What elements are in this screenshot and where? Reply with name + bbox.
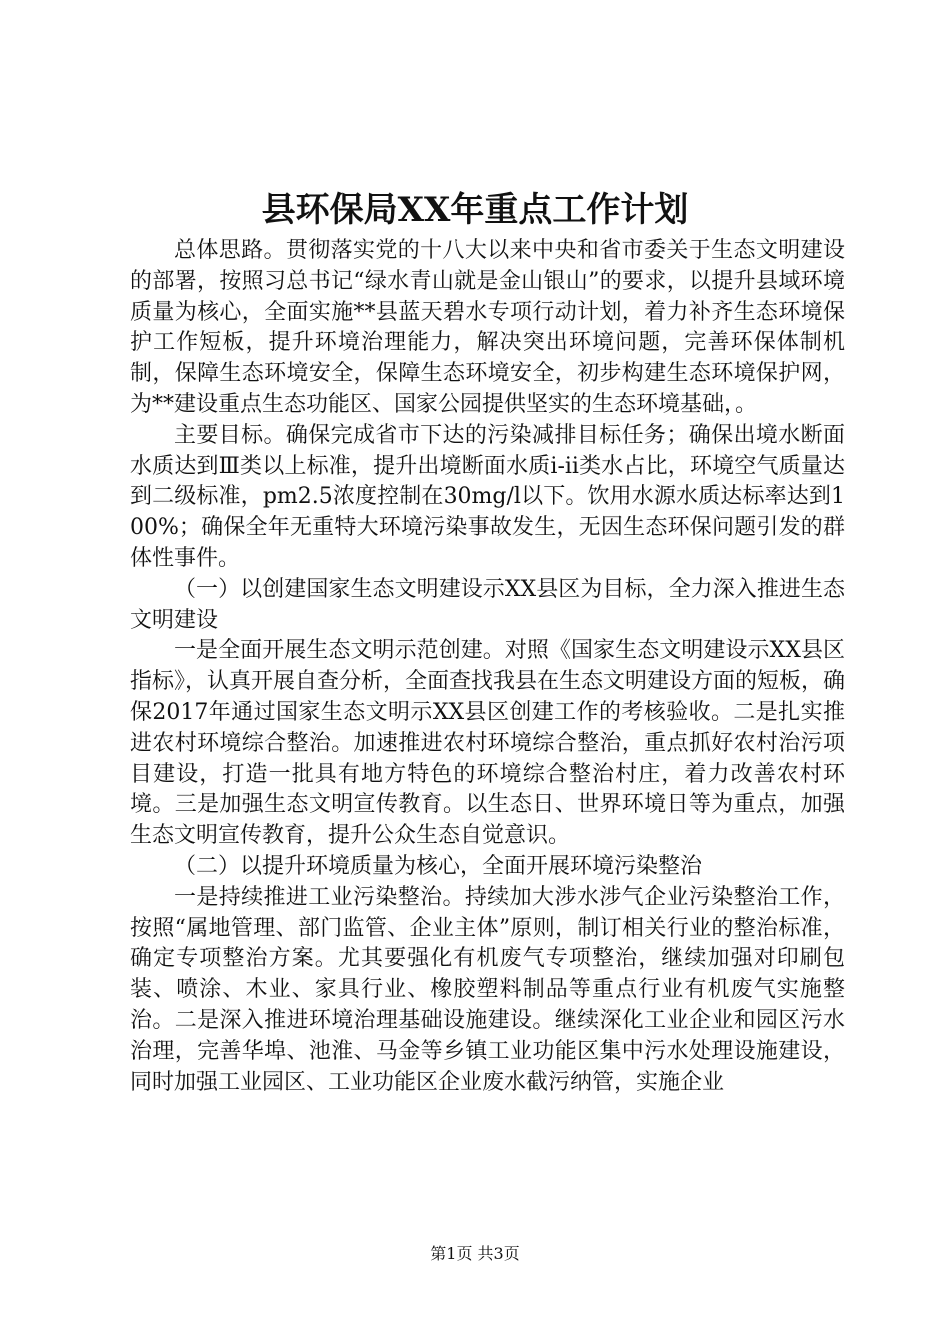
page-footer: 第1页 共3页 <box>430 1244 520 1263</box>
document-body <box>130 236 845 1098</box>
section-heading-2: （二）以提升环境质量为核心，全面开展环境污染整治 <box>174 853 703 879</box>
paragraph-overall-approach: 总体思路。贯彻落实党的十八大以来中央和省市委关于生态文明建设的部署，按照习总书记“绿水青山就是金山银山”的要求，以提升县域环境质量为核心，全面实施**县蓝天碧水专项行动计划，着力补齐生态环境保护工作短板，提升环境治理能力，解决突出环境问题，完善环保体制机制，保障生态环境安全，保障生态环境安全，初步构建生态环境保护网，为**建设重点生态功能区、国家公园提供坚实的生态环境基础，。 <box>130 238 845 417</box>
paragraph-main-goals: 主要目标。确保完成省市下达的污染减排目标任务；确保出境水断面水质达到Ⅲ类以上标准，提升出境断面水质i-ii类水占比，环境空气质量达到二级标准，pm2.5浓度控制在30mg/l以下。饮用水源水质达标率达到100%；确保全年无重特大环境污染事故发生，无因生态环保问题引发的群体性事件。 <box>130 422 845 571</box>
document-title: 县环保局XX年重点工作计划 <box>261 190 689 230</box>
paragraph-section-2: 一是持续推进工业污染整治。持续加大涉水涉气企业污染整治工作，按照“属地管理、部门监管、企业主体”原则，制订相关行业的整治标准，确定专项整治方案。尤其要强化有机废气专项整治，继续加强对印刷包装、喷涂、木业、家具行业、橡胶塑料制品等重点行业有机废气实施整治。二是深入推进环境治理基础设施建设。继续深化工业企业和园区污水治理，完善华埠、池淮、马金等乡镇工业功能区集中污水处理设施建设，同时加强工业园区、工业功能区企业废水截污纳管，实施企业 <box>130 884 845 1095</box>
paragraph-section-1: 一是全面开展生态文明示范创建。对照《国家生态文明建设示XX县区指标》，认真开展自查分析，全面查找我县在生态文明建设方面的短板，确保2017年通过国家生态文明示XX县区创建工作的考核验收。二是扎实推进农村环境综合整治。加速推进农村环境综合整治，重点抓好农村治污项目建设，打造一批具有地方特色的环境综合整治村庄，着力改善农村环境。三是加强生态文明宣传教育。以生态日、世界环境日等为重点，加强生态文明宣传教育，提升公众生态自觉意识。 <box>130 638 846 849</box>
section-heading-1: （一）以创建国家生态文明建设示XX县区为目标，全力深入推进生态文明建设 <box>130 576 845 633</box>
